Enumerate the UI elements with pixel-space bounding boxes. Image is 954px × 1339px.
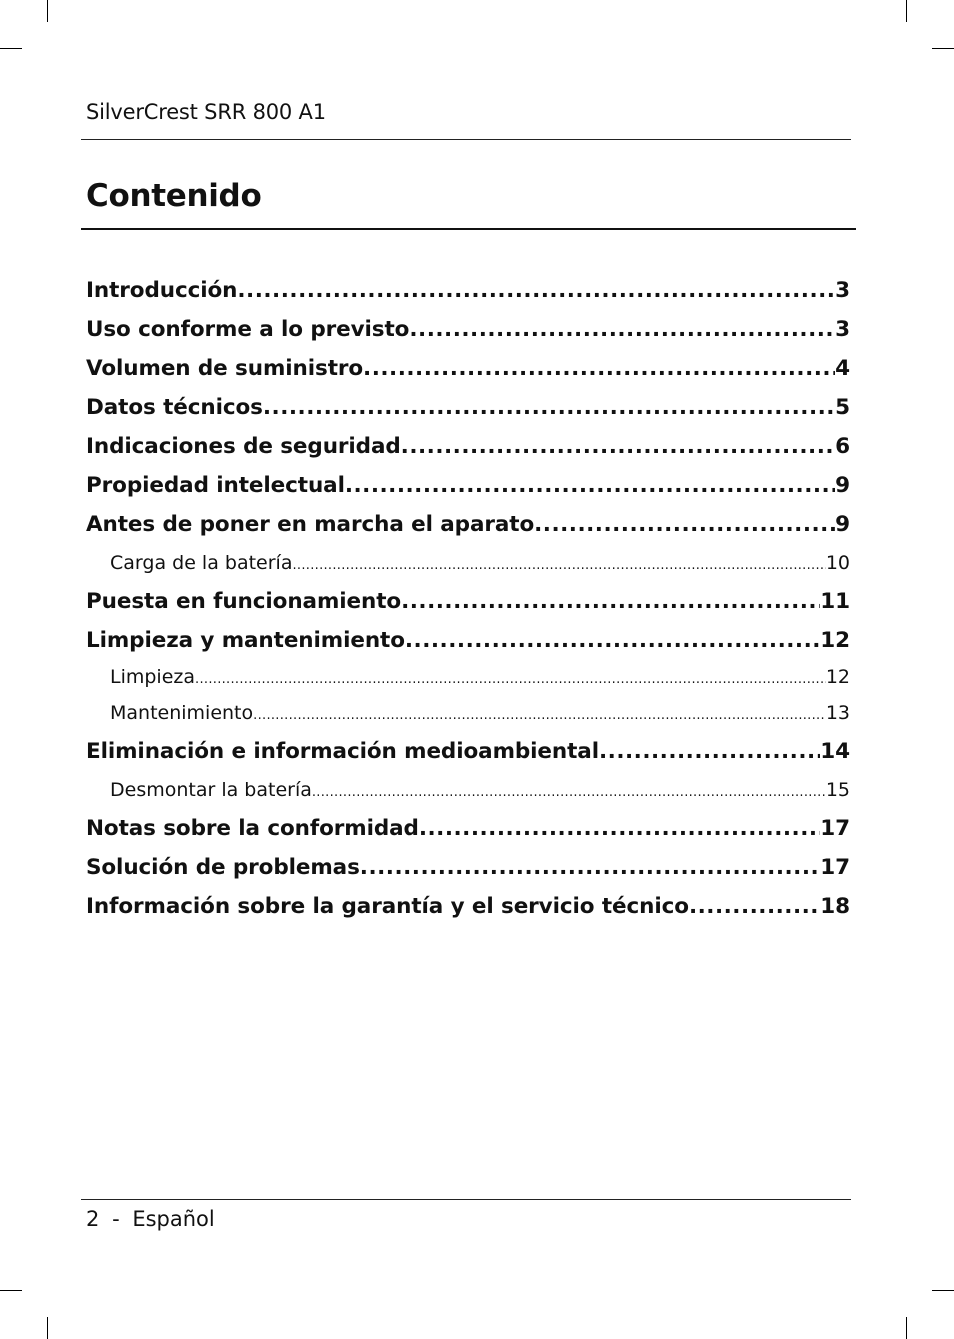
toc-entry[interactable] [86, 887, 850, 926]
toc-entry-page: 13 [825, 702, 850, 724]
footer-separator: - [112, 1207, 120, 1231]
toc-entry-label: Datos técnicos [86, 395, 263, 420]
toc-leader-dots [253, 697, 826, 732]
toc-entry[interactable] [86, 544, 850, 582]
toc-leader-dots [401, 582, 820, 621]
toc-leader-dots [345, 466, 835, 505]
toc-entry-label: Carga de la batería [110, 552, 293, 574]
toc-leader-dots [237, 271, 835, 310]
toc-leader-dots [312, 774, 826, 809]
toc-entry-label: Propiedad intelectual [86, 473, 345, 498]
title-rule [81, 228, 856, 230]
toc-entry-page: 9 [835, 473, 850, 498]
toc-entry-page: 3 [835, 317, 850, 342]
toc-entry-page: 6 [835, 434, 850, 459]
toc-entry-label: Volumen de suministro [86, 356, 364, 381]
toc-entry-label: Solución de problemas [86, 855, 360, 880]
running-header: SilverCrest SRR 800 A1 [86, 100, 326, 124]
toc-entry-label: Notas sobre la conformidad [86, 816, 419, 841]
crop-mark [0, 1290, 22, 1291]
toc-entry-label: Antes de poner en marcha el aparato [86, 512, 535, 537]
toc-entry[interactable] [86, 771, 850, 809]
toc-entry[interactable] [86, 848, 850, 887]
toc-entry[interactable] [86, 694, 850, 732]
toc-entry-page: 17 [820, 816, 850, 841]
toc-entry[interactable] [86, 427, 850, 466]
toc-entry[interactable] [86, 349, 850, 388]
footer-rule [81, 1199, 851, 1200]
toc-entry-page: 17 [820, 855, 850, 880]
toc-entry[interactable] [86, 388, 850, 427]
toc-entry-page: 11 [820, 589, 850, 614]
toc-entry-label: Información sobre la garantía y el servicio técnico [86, 894, 689, 919]
toc-leader-dots [263, 388, 835, 427]
toc-leader-dots [405, 621, 820, 660]
toc-leader-dots [409, 310, 835, 349]
toc-entry-page: 12 [820, 628, 850, 653]
header-rule [81, 139, 851, 140]
toc-leader-dots [689, 887, 820, 926]
crop-mark [47, 1317, 48, 1339]
toc-entry[interactable] [86, 271, 850, 310]
toc-entry-page: 5 [835, 395, 850, 420]
crop-mark [932, 1290, 954, 1291]
toc-entry-label: Eliminación e información medioambiental [86, 739, 599, 764]
toc-entry-label: Indicaciones de seguridad [86, 434, 401, 459]
toc-entry-label: Introducción [86, 278, 238, 303]
toc-entry-label: Mantenimiento [110, 702, 254, 724]
toc-entry-page: 3 [835, 278, 850, 303]
toc-entry[interactable] [86, 660, 850, 694]
toc-entry[interactable] [86, 582, 850, 621]
toc-leader-dots [534, 505, 835, 544]
crop-mark [932, 48, 954, 49]
toc-entry[interactable] [86, 466, 850, 505]
toc-leader-dots [363, 349, 835, 388]
toc-entry[interactable] [86, 809, 850, 848]
crop-mark [906, 0, 907, 22]
crop-mark [0, 48, 22, 49]
toc-leader-dots [195, 663, 826, 694]
footer-language: Español [132, 1207, 215, 1231]
toc-leader-dots [419, 809, 820, 848]
toc-entry[interactable] [86, 310, 850, 349]
toc-entry-label: Limpieza [110, 666, 196, 688]
toc-leader-dots [401, 427, 835, 466]
page-number: 2 [86, 1207, 100, 1231]
toc-entry-page: 12 [825, 666, 850, 688]
crop-mark [906, 1317, 907, 1339]
toc-entry-label: Uso conforme a lo previsto [86, 317, 410, 342]
toc-entry-page: 9 [835, 512, 850, 537]
toc-entry-page: 4 [835, 356, 850, 381]
toc-entry-page: 14 [820, 739, 850, 764]
toc-entry[interactable] [86, 621, 850, 660]
toc-entry-page: 18 [820, 894, 850, 919]
toc-leader-dots [292, 547, 825, 582]
toc-entry-page: 10 [825, 552, 850, 574]
toc-entry-label: Limpieza y mantenimiento [86, 628, 405, 653]
toc-leader-dots [599, 732, 820, 771]
toc-entry-label: Puesta en funcionamiento [86, 589, 402, 614]
page-footer [86, 1207, 215, 1231]
toc-entry[interactable] [86, 732, 850, 771]
table-of-contents [86, 271, 850, 926]
toc-entry[interactable] [86, 505, 850, 544]
toc-entry-label: Desmontar la batería [110, 779, 312, 801]
crop-mark [47, 0, 48, 22]
toc-entry-page: 15 [825, 779, 850, 801]
toc-leader-dots [360, 848, 820, 887]
page-title: Contenido [86, 178, 262, 214]
